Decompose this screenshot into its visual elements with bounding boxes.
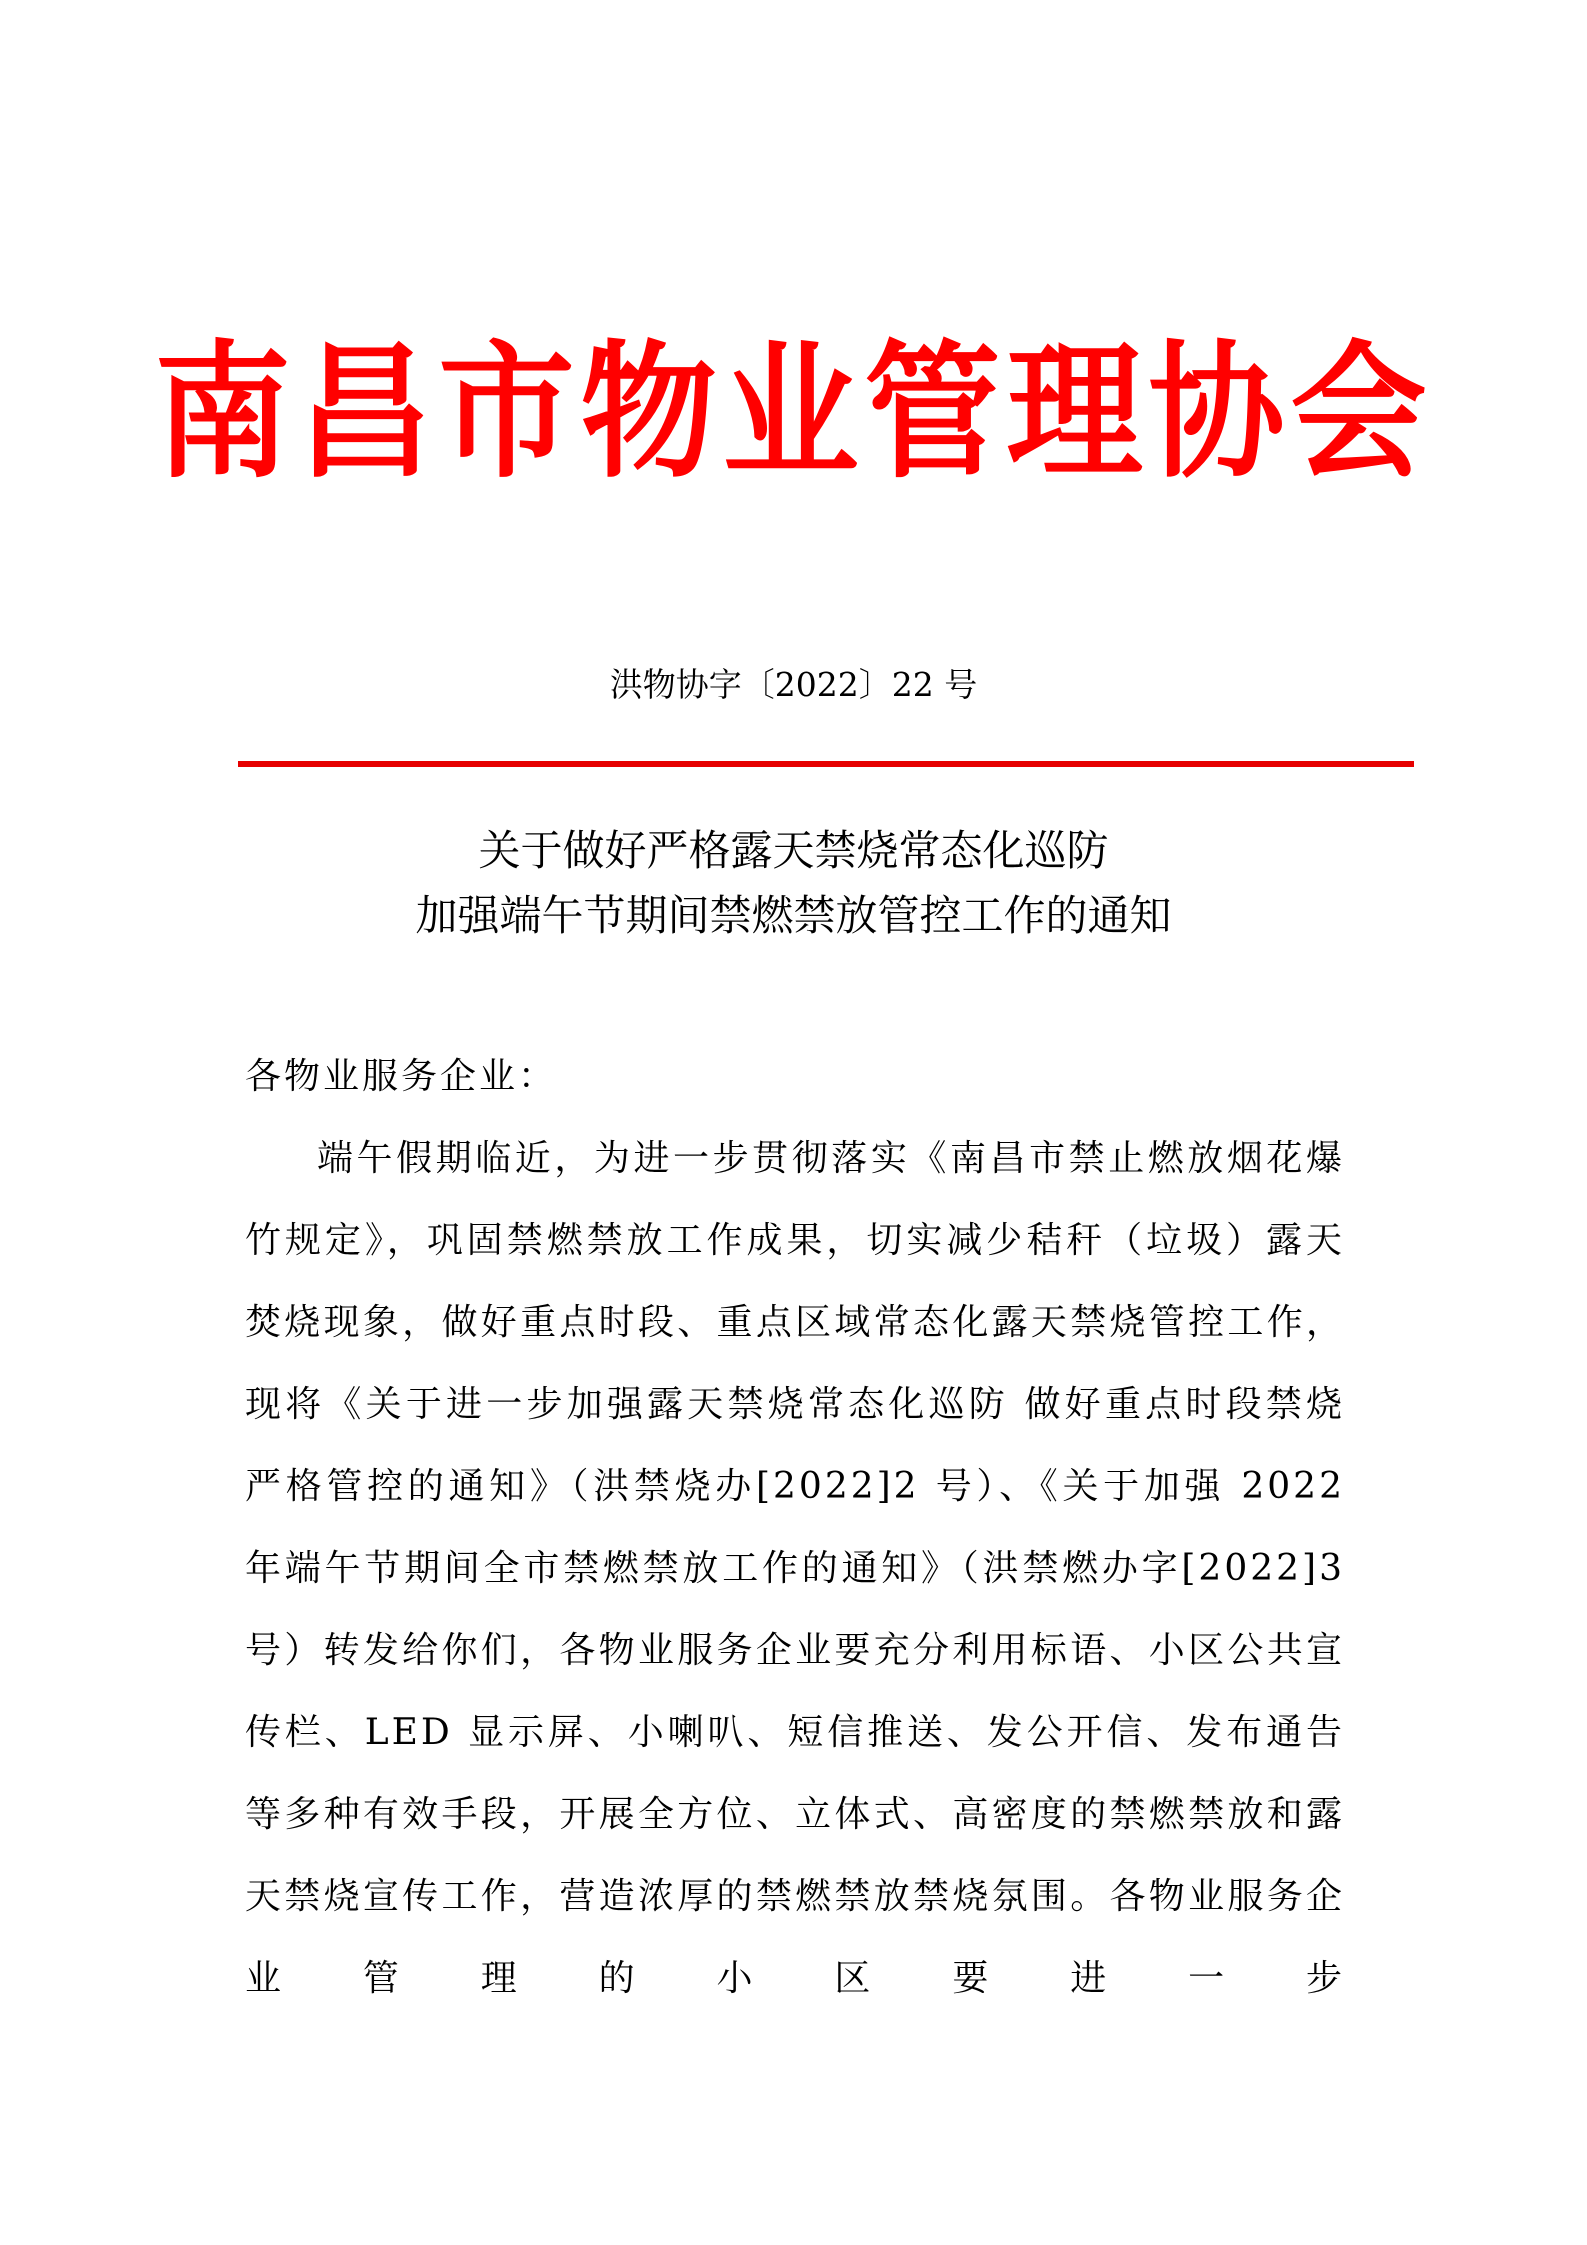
document-number: 洪物协字〔2022〕22 号 — [609, 665, 978, 704]
organization-masthead: 南昌市物业管理协会 — [154, 328, 1433, 499]
notice-body — [245, 1036, 1345, 2020]
red-divider-line — [238, 761, 1414, 767]
salutation: 各物业服务企业： — [245, 1056, 558, 1097]
body-paragraph: 端午假期临近，为进一步贯彻落实《南昌市禁止燃放烟花爆竹规定》，巩固禁燃禁放工作成果，切实减少秸秆（垃圾）露天焚烧现象，做好重点时段、重点区域常态化露天禁烧管控工作，现将《关于进一步加强露天禁烧常态化巡防 做好重点时段禁烧严格管控的通知》（洪禁烧办[2022]2 号）、《关于加强 2022 年端午节期间全市禁燃禁放工作的通知》（洪禁燃办字[2022]3 号）转发给你们，各物业服务企业要充分利用标语、小区公共宣传栏、LED 显示屏、小喇叭、短信推送、发公开信、发布通告等多种有效手段，开展全方位、立体式、高密度的禁燃禁放和露天禁烧宣传工作，营造浓厚的禁燃禁放禁烧氛围。各物业服务企业管理的小区要进一步 — [245, 1138, 1345, 1999]
notice-title-line-2: 加强端午节期间禁燃禁放管控工作的通知 — [415, 891, 1172, 940]
notice-title-line-1: 关于做好严格露天禁烧常态化巡防 — [478, 826, 1109, 875]
